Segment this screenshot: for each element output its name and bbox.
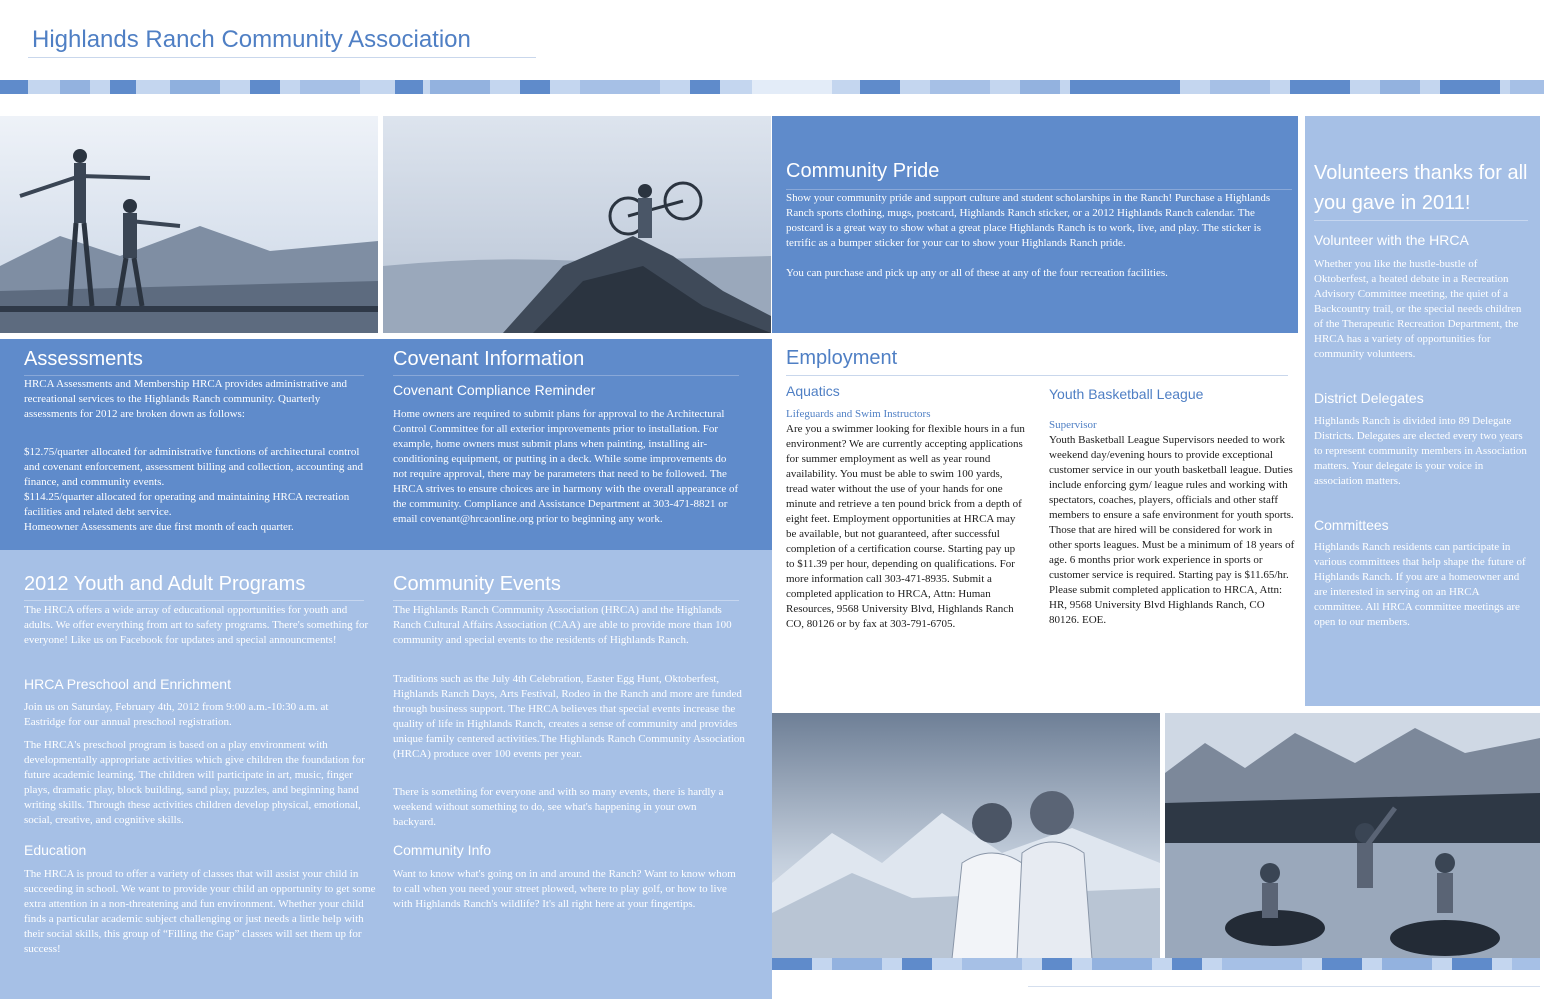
heading-rule xyxy=(786,375,1288,376)
events-p1: The Highlands Ranch Community Association (HRCA) and the Highlands Ranch Cultural Affairs Association (CAA) are able to provide more than 100 community and special events to the residents of Highlands Ranch. xyxy=(393,604,732,646)
district-delegates-subheading: District Delegates xyxy=(1314,390,1424,406)
photo-skiers xyxy=(772,713,1160,959)
employment-heading: Employment xyxy=(786,347,898,369)
bottom-rule xyxy=(1028,986,1540,987)
aquatics-subheading: Aquatics xyxy=(786,383,840,399)
assessments-p3: $114.25/quarter allocated for operating and maintaining HRCA recreation facilities and related debt service. xyxy=(24,491,350,518)
events-p2: Traditions such as the July 4th Celebration, Easter Egg Hunt, Oktoberfest, Highlands Ranch Days, Arts Festival, Rodeo in the Ranch and more are funded through business support. The HRCA believes that special events increase the quality of life in Highlands Ranch, creates a sense of community and provides unique family centered activities.The Highlands Ranch Community Association (HRCA) produce over 100 events per year. xyxy=(393,673,745,760)
volunteer-text: Whether you like the hustle-bustle of Oktoberfest, a heated debate in a Recreation Advisory Committee meeting, the quiet of a Backcountry trail, or the special needs children of the Therapeutic Recreation Department, the HRCA has a variety of opportunities for community volunteers. xyxy=(1314,258,1522,360)
heading-rule xyxy=(786,189,1292,190)
photo-couple-balancing xyxy=(0,116,378,333)
preschool-p2: The HRCA's preschool program is based on a play environment with developmentally appropriate activities which give children the foundation for future academic learning. The children will participate in art, music, finger plays, dramatic play, block building, sand play, puzzles, and beginning hand writing skills. Through these activities children develop physical, emotional, social, creative, and cognitive skills. xyxy=(24,739,365,826)
basketball-subheading: Youth Basketball League xyxy=(1049,386,1204,402)
programs-intro: The HRCA offers a wide array of educational opportunities for youth and adults. We offer everything from art to safety programs. There's something for everyone! Like us on Facebook for updates and special announcments! xyxy=(24,604,369,646)
committees-subheading: Committees xyxy=(1314,517,1389,533)
volunteers-heading: Volunteers thanks for all you gave in 2011! xyxy=(1314,162,1528,214)
committees-text: Highlands Ranch residents can participate in various committees that help shape the future of Highlands Ranch. If you are a homeowner and are interested in serving on an HRCA committee. All HRCA committee meetings are open to our members. xyxy=(1314,541,1526,628)
assessments-heading: Assessments xyxy=(24,348,143,370)
programs-events-panel xyxy=(0,550,772,999)
assessments-covenant-panel xyxy=(0,339,772,550)
aquatics-role: Lifeguards and Swim Instructors xyxy=(786,408,931,420)
assessments-p4: Homeowner Assessments are due first month of each quarter. xyxy=(24,521,294,533)
covenant-heading: Covenant Information xyxy=(393,348,585,370)
volunteers-panel xyxy=(1305,116,1540,706)
programs-heading: 2012 Youth and Adult Programs xyxy=(24,573,306,595)
heading-rule xyxy=(1314,220,1528,221)
aquatics-body: Are you a swimmer looking for flexible hours in a fun environment? We are currently accepting applications for summer employment as well as year round availability. You must be able to swim 100 yards, tread water without the use of your hands for one minute and retrieve a ten pound brick from a depth of eight feet. Employment opportunities at HRCA may be available, but not guaranteed, after successful completion of a certification course. Starting pay up to $11.39 per hour, depending on qualifications. For more information call 303-471-8935. Submit a completed application to HRCA, Attn: Human Resources, 9568 University Blvd, Highlands Ranch CO, 80126 or by fax at 303-791-6705. xyxy=(786,423,1025,630)
preschool-subheading: HRCA Preschool and Enrichment xyxy=(24,676,231,692)
heading-rule xyxy=(393,600,739,601)
education-text: The HRCA is proud to offer a variety of classes that will assist your child in succeeding in school. We want to provide your child an opportunity to get some extra attention in a non-threatening and fun environment. Whether your child finds a particular academic subject challenging or just needs a little help with their social skills, this group of “Filling the Gap” classes will set them up for success! xyxy=(24,868,376,955)
assessments-p2: $12.75/quarter allocated for administrative functions of architectural control and covenant enforcement, assessment billing and collection, accounting and finance, and community events. xyxy=(24,446,364,488)
events-heading: Community Events xyxy=(393,573,561,595)
community-pride-heading: Community Pride xyxy=(786,160,940,182)
heading-rule xyxy=(393,375,739,376)
community-info-subheading: Community Info xyxy=(393,842,492,858)
community-pride-body: Show your community pride and support culture and student scholarships in the Ranch! Purchase a Highlands Ranch sports clothing, mugs, postcard, Highlands Ranch sticker, or a 2012 Highlands Ranch calendar. The postcard is a great way to show what a great place Highlands Ranch is to work, live, and play. The sticker is terrific as a bumper sticker for your car to show your Highlands Ranch pride. xyxy=(786,192,1271,249)
photo-kids-in-lake xyxy=(1165,713,1540,959)
volunteer-subheading: Volunteer with the HRCA xyxy=(1314,232,1469,248)
top-stripe-band xyxy=(0,80,1544,94)
education-subheading: Education xyxy=(24,842,87,858)
community-pride-body2: You can purchase and pick up any or all of these at any of the four recreation facilities. xyxy=(786,267,1168,279)
events-p3: There is something for everyone and with so many events, there is hardly a weekend without something to do, see what's happening in your own backyard. xyxy=(393,786,724,828)
title-rule xyxy=(28,57,536,58)
covenant-subheading: Covenant Compliance Reminder xyxy=(393,382,596,398)
photo-mountain-biker xyxy=(383,116,771,333)
basketball-body: Youth Basketball League Supervisors needed to work weekend day/evening hours to provide exceptional customer service in our youth basketball league. Duties include enforcing gym/ league rules and working with spectators, coaches, players, officials and other staff members to ensure a safe environment for youth sports. Those that are hired will be considered for work in other sports leagues. Must be a minimum of 18 years of age. 6 months prior work experience in sports or customer service is required. Starting pay is $11.65/hr. Please submit completed application to HRCA, Attn: HR, 9568 University Blvd Highlands Ranch, CO 80126. EOE. xyxy=(1049,434,1295,626)
preschool-p1: Join us on Saturday, February 4th, 2012 from 9:00 a.m.-10:30 a.m. at Eastridge for our annual preschool registration. xyxy=(24,701,329,728)
assessments-p1: HRCA Assessments and Membership HRCA provides administrative and recreational services to the Highlands Ranch community. Quarterly assessments for 2012 are broken down as follows: xyxy=(24,378,347,420)
community-info-text: Want to know what's going on in and around the Ranch? Want to know whom to call when you need your street plowed, where to play golf, or how to live with Highlands Ranch's wildlife? It's all right here at your fingertips. xyxy=(393,868,736,910)
district-delegates-text: Highlands Ranch is divided into 89 Delegate Districts. Delegates are elected every two years to represent community members in Association matters. Your delegate is your voice in association matters. xyxy=(1314,415,1527,487)
page-title: Highlands Ranch Community Association xyxy=(32,26,471,53)
heading-rule xyxy=(24,600,364,601)
bottom-stripe-band xyxy=(772,958,1540,970)
community-pride-panel xyxy=(772,116,1298,333)
covenant-body: Home owners are required to submit plans for approval to the Architectural Control Committee for all exterior improvements prior to installation. For example, home owners must submit plans when painting, installing air-conditioning equipment, or putting in a deck. While some improvements do not require approval, there may be parameters that need to be followed. The HRCA strives to ensure choices are in harmony with the overall appearance of the community. Compliance and Assistance Department at 303-471-8821 or email covenant@hrcaonline.org prior to beginning any work. xyxy=(393,408,739,525)
heading-rule xyxy=(24,375,364,376)
basketball-role: Supervisor xyxy=(1049,419,1097,431)
